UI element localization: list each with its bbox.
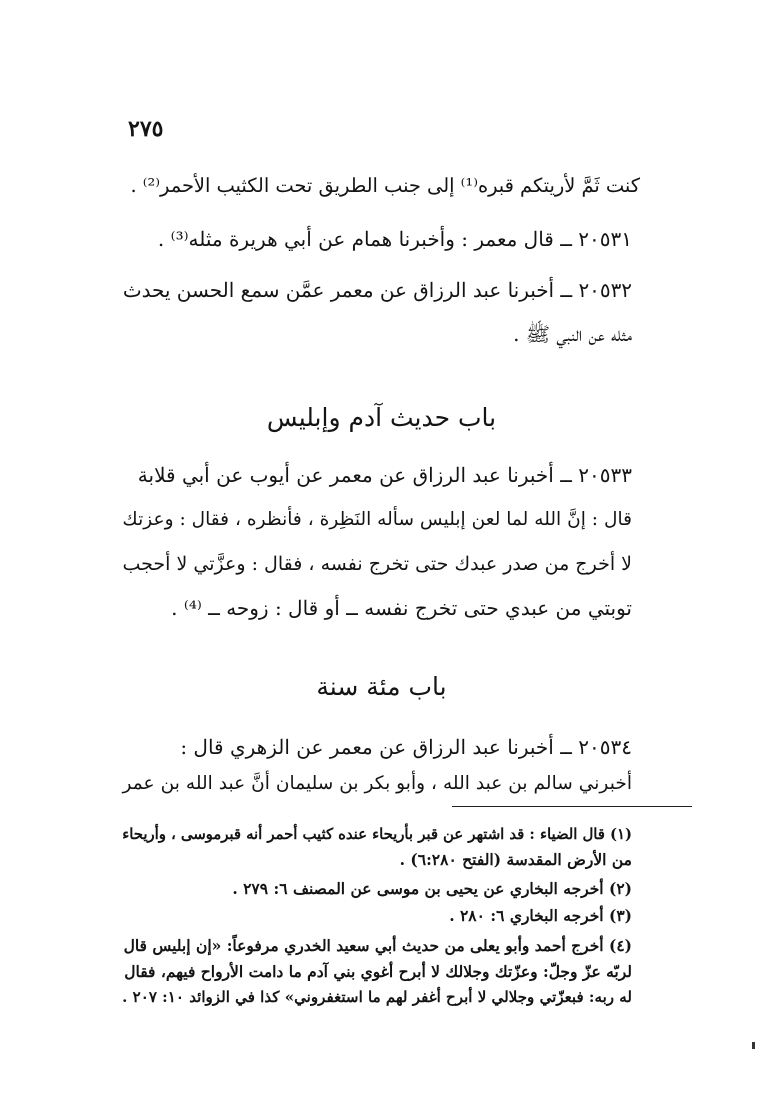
text-line: لا أخرج من صدر عبدك حتى تخرج نفسه ، فقال : وعزَّتي لا أحجب [122, 553, 632, 575]
hadith-20531: ٢٠٥٣١ ــ قال معمر : وأخبرنا همام عن أبي هريرة مثله⁽³⁾ . [157, 227, 632, 251]
text-line: كنت ثَمَّ لأريتكم قبره⁽¹⁾ إلى جنب الطريق تحت الكثيب الأحمر⁽²⁾ . [130, 174, 640, 197]
footnote-1-cont: من الأرض المقدسة (الفتح ٦:٢٨٠) . [399, 850, 632, 869]
footnote-separator [452, 806, 692, 807]
footnote-3: (٣) أخرجه البخاري ٦: ٢٨٠ . [449, 906, 632, 925]
footnote-1: (١) قال الضياء : قد اشتهر عن قبر بأريحاء عنده كثيب أحمر أنه قبرموسى ، وأريحاء [122, 826, 632, 843]
footnote-4-cont: لربّه عزّ وجلّ: وعزّتك وجلالك لا أبرح أغوي بني آدم ما دامت الأرواح فيهم، فقال [124, 962, 632, 981]
footnote-4: (٤) أخرج أحمد وأبو يعلى من حديث أبي سعيد الخدري مرفوعاً: «إن إبليس قال [123, 936, 632, 955]
hadith-20533: ٢٠٥٣٣ ــ أخبرنا عبد الرزاق عن معمر عن أيوب عن أبي قلابة [137, 463, 632, 487]
scan-mark [752, 1042, 755, 1049]
footnote-2: (٢) أخرجه البخاري عن يحيى بن موسى عن المصنف ٦: ٢٧٩ . [232, 879, 632, 898]
footnote-4-cont: له ربه: فبعزّتي وجلالي لا أبرح أغفر لهم ما استغفروني» كذا في الزوائد ١٠: ٢٠٧ . [122, 988, 632, 1006]
chapter-heading-adam-iblis: باب حديث آدم وإبليس [266, 403, 497, 432]
hadith-20534: ٢٠٥٣٤ ــ أخبرنا عبد الرزاق عن معمر عن الزهري قال : [180, 735, 632, 759]
text-line: أخبرني سالم بن عبد الله ، وأبو بكر بن سليمان أنَّ عبد الله بن عمر [122, 773, 632, 794]
chapter-heading-hundred-years: باب مئة سنة [316, 672, 447, 701]
page-number: ٢٧٥ [128, 116, 164, 142]
text-line: مثله عن النبي ﷺ . [513, 322, 632, 346]
text-line: توبتي من عبدي حتى تخرج نفسه ــ أو قال : زوحه ــ ⁽⁴⁾ . [171, 596, 632, 620]
hadith-20532: ٢٠٥٣٢ ــ أخبرنا عبد الرزاق عن معمر عمَّن سمع الحسن يحدث [122, 278, 632, 302]
text-line: قال : إنَّ الله لما لعن إبليس سأله النَظِرة ، فأنظره ، فقال : وعزتك [122, 509, 632, 530]
